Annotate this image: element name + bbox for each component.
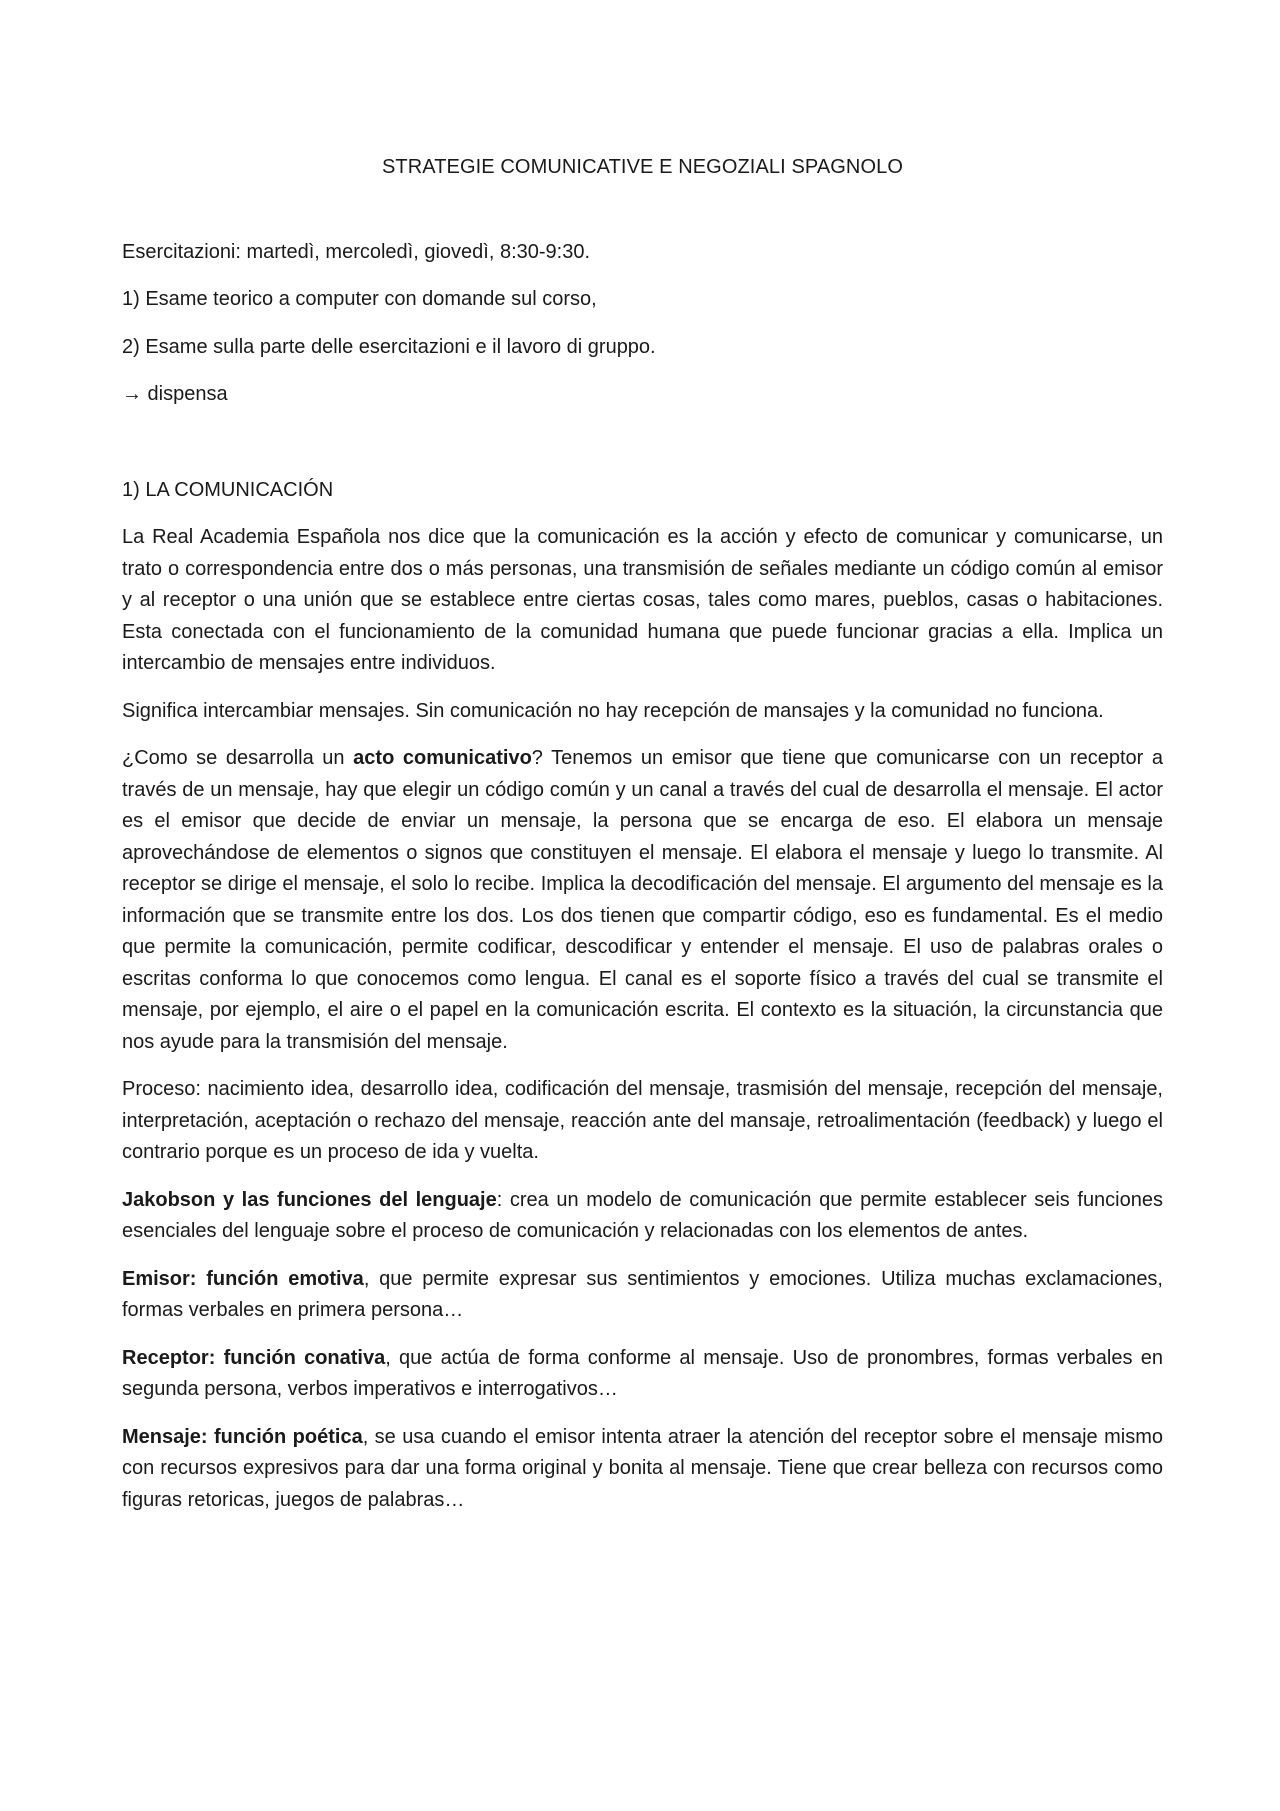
exam-item-2: 2) Esame sulla parte delle esercitazioni e il lavoro di gruppo. [122,335,656,358]
paragraph-emisor [122,1264,1163,1327]
arrow-right-icon: → [122,383,142,405]
bold-term: Emisor: función emotiva [122,1267,364,1290]
dispensa-line [122,379,1163,411]
text-run: ? Tenemos un emisor que tiene que comunicarse con un receptor a través de un mensaje, hay que elegir un código común y un canal a través del cual de desarrolla el mensaje. El actor es el emisor que decide de enviar un mensaje, la persona que se encarga de eso. El elabora un mensaje aprovechándose de elementos o signos que constituyen el mensaje. El elabora el mensaje y luego lo transmite. Al receptor se dirige el mensaje, el solo lo recibe. Implica la decodificación del mensaje. El argumento del mensaje es la información que se transmite entre los dos. Los dos tienen que compartir código, eso es fundamental. Es el medio que permite la comunicación, permite codificar, descodificar y entender el mensaje. El uso de palabras orales o escritas conforma lo que conocemos como lengua. El canal es el soporte físico a través del cual se transmite el mensaje, por ejemplo, el aire o el papel en la comunicación escrita. El contexto es la situación, la circunstancia que nos ayude para la transmisión del mensaje. [122,747,1164,1053]
paragraph-jakobson [122,1185,1163,1248]
bold-term: acto comunicativo [353,747,532,769]
paragraph-acto-comunicativo [122,743,1163,1058]
schedule-line: Esercitazioni: martedì, mercoledì, giovedì, 8:30-9:30. [122,240,591,263]
spacer [122,184,1163,237]
paragraph-mensaje [122,1422,1163,1517]
exam-item-1: 1) Esame teorico a computer con domande sul corso, [122,288,597,310]
bold-term: Jakobson y las funciones del lenguaje [122,1188,497,1211]
dispensa-text: dispensa [142,383,228,405]
section-heading: 1) LA COMUNICACIÓN [122,478,334,501]
paragraph-receptor [122,1343,1163,1406]
document-title: STRATEGIE COMUNICATIVE E NEGOZIALI SPAGNOLO [381,156,904,178]
paragraph-significa: Significa intercambiar mensajes. Sin comunicación no hay recepción de mansajes y la comunidad no funciona. [122,699,1104,722]
text-run: , se usa cuando el emisor intenta atraer la atención del receptor sobre el mensaje mismo con recursos expresivos para dar una forma original y bonita al mensaje. Tiene que crear belleza con recursos como figuras retoricas, juegos de palabras… [122,1425,1163,1511]
text-run: : crea un modelo de comunicación que permite establecer seis funciones esenciales del lenguaje sobre el proceso de comunicación y relacionadas con los elementos de antes. [122,1188,1163,1242]
text-run: , que actúa de forma conforme al mensaje. Uso de pronombres, formas verbales en segunda persona, verbos imperativos e interrogativos… [122,1346,1163,1400]
text-run: ¿Como se desarrolla un [122,747,354,769]
bold-term: Receptor: función conativa [122,1346,386,1369]
document-body [122,152,1163,1532]
spacer [122,427,1163,475]
paragraph-rae-definition: La Real Academia Española nos dice que la comunicación es la acción y efecto de comunicar y comunicarse, un trato o correspondencia entre dos o más personas, una transmisión de señales mediante un código común al emisor y al receptor o una unión que se establece entre ciertas cosas, tales como mares, pueblos, casas o habitaciones. Esta conectada con el funcionamiento de la comunidad humana que puede funcionar gracias a ella. Implica un intercambio de mensajes entre individuos. [122,526,1163,674]
text-run: , que permite expresar sus sentimientos y emociones. Utiliza muchas exclamaciones, formas verbales en primera persona… [122,1267,1163,1321]
paragraph-proceso: Proceso: nacimiento idea, desarrollo idea, codificación del mensaje, trasmisión del mensaje, recepción del mensaje, interpretación, aceptación o rechazo del mensaje, reacción ante del mansaje, retroalimentación (feedback) y luego el contrario porque es un proceso de ida y vuelta. [122,1078,1163,1163]
bold-term: Mensaje: función poética [122,1425,363,1448]
